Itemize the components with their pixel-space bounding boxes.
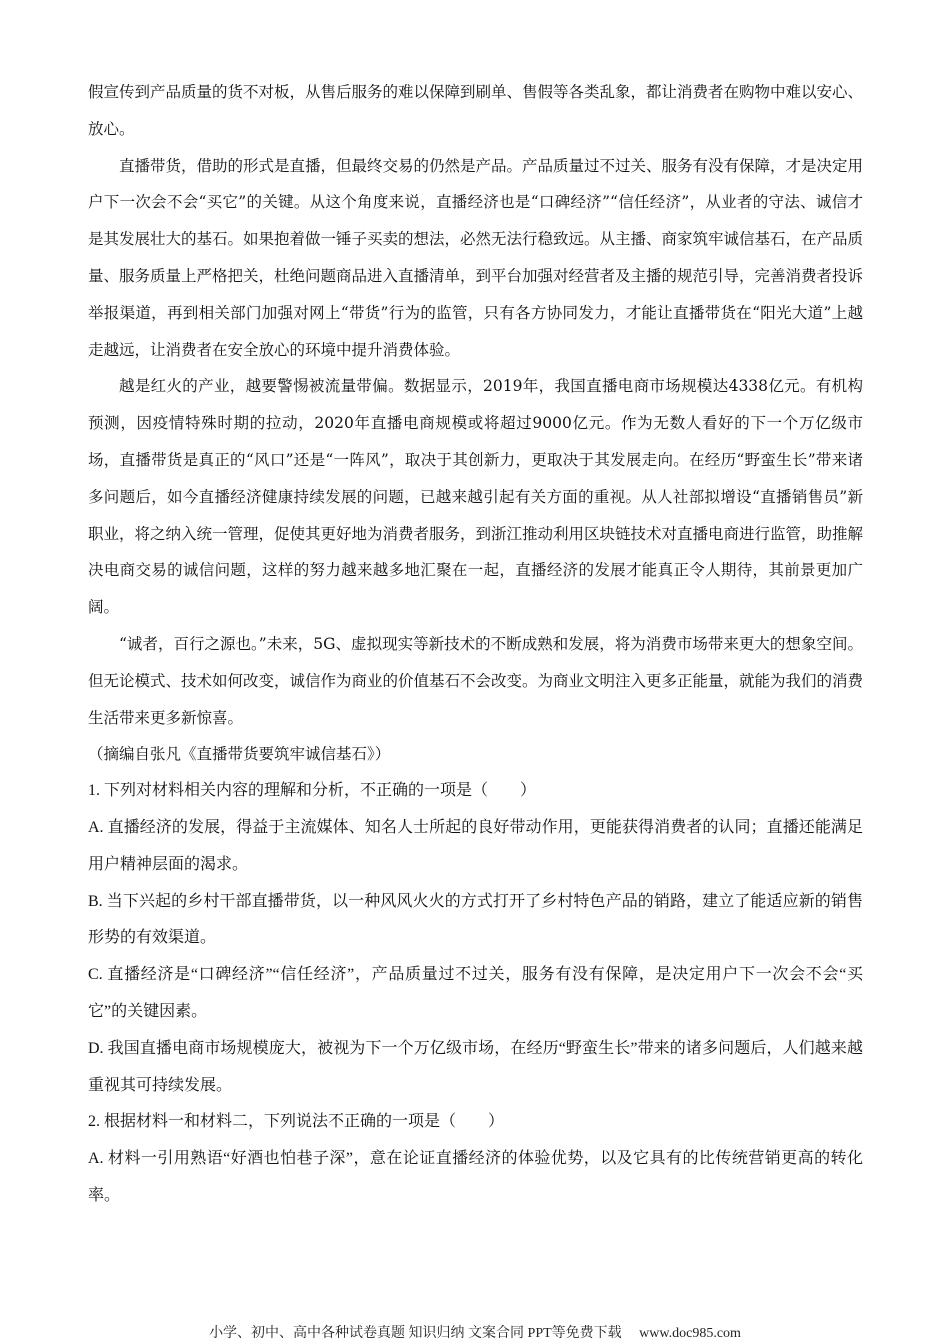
- question-list: [88, 773, 863, 1215]
- page-footer: 小学、初中、高中各种试卷真题 知识归纳 文案合同 PPT等免费下载 www.doc985.com: [209, 1326, 741, 1341]
- question-1-stem: 1. 下列对材料相关内容的理解和分析，不正确的一项是（ ）: [88, 782, 537, 800]
- essay-source-citation: （摘编自张凡《直播带货要筑牢诚信基石》）: [88, 745, 391, 764]
- question-1-option-b: B. 当下兴起的乡村干部直播带货，以一种风风火火的方式打开了乡村特色产品的销路，建立了能适应新的销售形势的有效渠道。: [88, 892, 863, 947]
- essay-paragraph-1: 假宣传到产品质量的货不对板，从售后服务的难以保障到刷单、售假等各类乱象，都让消费者在购物中难以安心、放心。: [88, 83, 864, 138]
- question-1: [88, 773, 863, 1104]
- essay-passage: [88, 74, 863, 773]
- question-2-stem: 2. 根据材料一和材料二，下列说法不正确的一项是（ ）: [88, 1113, 505, 1131]
- question-1-option-c: C. 直播经济是“口碑经济”“信任经济”，产品质量过不过关，服务有没有保障，是决定用户下一次会不会“买它”的关键因素。: [88, 966, 863, 1020]
- question-2-option-a: A. 材料一引用熟语“好酒也怕巷子深”，意在论证直播经济的体验优势，以及它具有的比传统营销更高的转化率。: [88, 1150, 863, 1204]
- essay-paragraph-4: “诚者，百行之源也。”未来，5G、虚拟现实等新技术的不断成熟和发展，将为消费市场带来更大的想象空间。但无论模式、技术如何改变，诚信作为商业的价值基石不会改变。为商业文明注入更多正能量，就能为我们的消费生活带来更多新惊喜。: [88, 634, 864, 727]
- question-2: [88, 1104, 863, 1214]
- question-1-option-d: D. 我国直播电商市场规模庞大，被视为下一个万亿级市场，在经历“野蛮生长”带来的诸多问题后，人们越来越重视其可持续发展。: [88, 1039, 863, 1094]
- document-page: [88, 74, 863, 1215]
- question-1-option-a: A. 直播经济的发展，得益于主流媒体、知名人士所起的良好带动作用，更能获得消费者的认同；直播还能满足用户精神层面的渴求。: [88, 818, 863, 873]
- essay-paragraph-2: 直播带货，借助的形式是直播，但最终交易的仍然是产品。产品质量过不过关、服务有没有保障，才是决定用户下一次会不会“买它”的关键。从这个角度来说，直播经济也是“口碑经济”“信任经济”，从业者的守法、诚信才是其发展壮大的基石。如果抱着做一锤子买卖的想法，必然无法行稳致远。从主播、商家筑牢诚信基石，在产品质量、服务质量上严格把关，杜绝问题商品进入直播清单，到平台加强对经营者及主播的规范引导，完善消费者投诉举报渠道，再到相关部门加强对网上“带货”行为的监管，只有各方协同发力，才能让直播带货在“阳光大道”上越走越远，让消费者在安全放心的环境中提升消费体验。: [88, 156, 864, 359]
- essay-paragraph-3: 越是红火的产业，越要警惕被流量带偏。数据显示，2019年，我国直播电商市场规模达4338亿元。有机构预测，因疫情特殊时期的拉动，2020年直播电商规模或将超过9000亿元。作为无数人看好的下一个万亿级市场，直播带货是真正的“风口”还是“一阵风”，取决于其创新力，更取决于其发展走向。在经历“野蛮生长”带来诸多问题后，如今直播经济健康持续发展的问题，已越来越引起有关方面的重视。从人社部拟增设“直播销售员”新职业，将之纳入统一管理，促使其更好地为消费者服务，到浙江推动利用区块链技术对直播电商进行监管，助推解决电商交易的诚信问题，这样的努力越来越多地汇聚在一起，直播经济的发展才能真正令人期待，其前景更加广阔。: [88, 377, 864, 617]
